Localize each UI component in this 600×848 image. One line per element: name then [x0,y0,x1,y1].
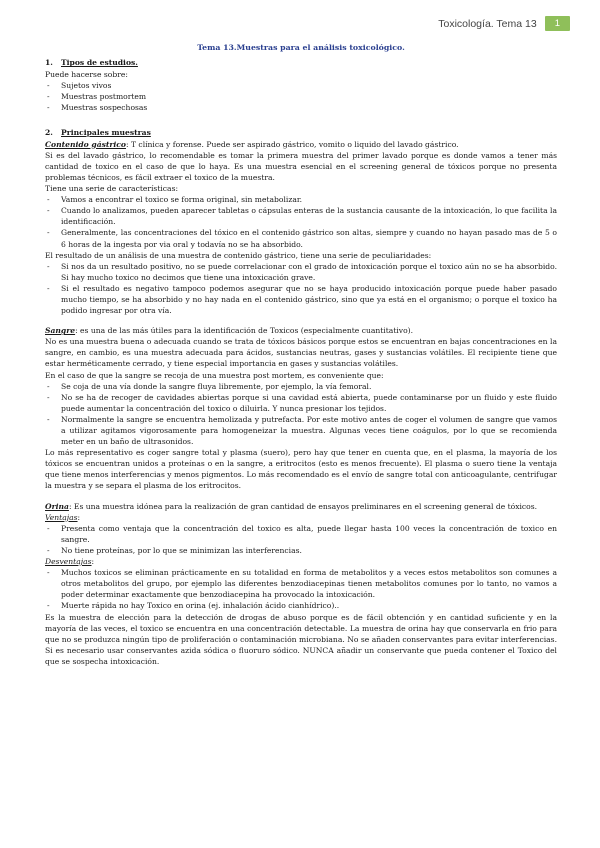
list-item: - Vamos a encontrar el toxico se forma original, sin metabolizar. [45,194,557,205]
list-item: - Presenta como ventaja que la concentración del toxico es alta, puede llegar hasta 100 veces la concentración de toxico en sangre. [45,523,557,545]
list-item: - Muestras sospechosas [45,102,557,113]
list-item: - Generalmente, las concentraciones del tóxico en el contenido gástrico son altas, siempre y cuando no hayan pasado mas de 5 o 6 horas de la ingesta por via oral y todavía no se ha absorbido. [45,227,557,249]
text-run: : es una de las más útiles para la identificación de Toxicos (especialmente cuantitativo). [75,326,414,336]
label-text: Desventajas [45,557,92,567]
page-number-badge: 1 [545,16,570,31]
section-title: Tipos de estudios. [61,58,138,68]
section-number: 1. [45,58,53,68]
list-item: - Muestras postmortem [45,91,557,102]
advantages-list [45,523,557,556]
list-item: - Sujetos vivos [45,80,557,91]
label-text: Ventajas [45,512,78,522]
list-item: - No se ha de recoger de cavidades abiertas porque si una cavidad está abierta, puede contaminarse por un fluido y este fluido puede aumentar la concentración del toxico o diluirla. Y nunca presionar los tejidos. [45,392,557,414]
document-body [45,42,557,667]
postmortem-list [45,381,557,448]
subsection-label: Contenido gástrico [45,139,126,149]
paragraph: Si es del lavado gástrico, lo recomendable es tomar la primera muestra del primer lavado porque es donde vamos a tener más cantidad de toxico en el caso de que lo haya. Es una muestra esencial en el screening general de tóxicos porque no presenta problemas técnicos, es fácil extraer el toxico de la muestra. [45,150,557,182]
list-item: - No tiene proteínas, por lo que se minimizan las interferencias. [45,545,557,556]
paragraph [45,139,557,150]
section-number: 2. [45,127,53,137]
list-item: - Muerte rápida no hay Toxico en orina (ej. inhalación ácido cianhídrico).. [45,600,557,611]
section-2-heading [45,127,557,138]
page-header [438,16,570,31]
list-item: - Cuando lo analizamos, pueden aparecer tabletas o cápsulas enteras de la sustancia causante de la intoxicación, lo que facilita la identificación. [45,205,557,227]
paragraph [45,325,557,336]
list-item: - Muchos toxicos se eliminan prácticamente en su totalidad en forma de metabolitos y a veces estos metabolitos son comunes a otros metabolitos del grupo, por ejemplo las diferentes benzodiacepinas tienen metabolitos comunes por lo tanto, no vamos a poder determinar exactamente que benzodiacepina ha provocado la intoxicación. [45,567,557,600]
text-run: : T clínica y forense. Puede ser aspirado gástrico, vomito o liquido del lavado gástrico. [125,139,459,149]
disadvantages-list [45,567,557,611]
study-type-list [45,80,557,113]
list-item: - Se coja de una vía donde la sangre fluya libremente, por ejemplo, la vía femoral. [45,381,557,392]
paragraph: Es la muestra de elección para la detección de drogas de abuso porque es de fácil obtención y en cantidad suficiente y en la mayoría de las veces, el toxico se encuentra en una concentración detectable. La muestra de orina hay que conservarla en frio para que no se produzca ningún tipo de proliferación o contaminación microbiana. No se añaden conservantes para evitar interferencias. Si es necesario usar conservantes azida sódica o fluoruro sódico. NUNCA añadir un conservante que pueda contener el Toxico del que se sospecha intoxicación. [45,612,557,666]
header-title: Toxicología. Tema 13 [438,17,537,30]
list-item: - Normalmente la sangre se encuentra hemolizada y putrefacta. Por este motivo antes de coger el volumen de sangre que vamos a utilizar agitamos vigorosamente para homogeneizar la muestra. Algunas veces tiene coágulos, por lo que se recomienda meter en un baño de ultrasonidos. [45,414,557,447]
peculiarities-list [45,261,557,316]
paragraph: El resultado de un análisis de una muestra de contenido gástrico, tiene una serie de peculiaridades: [45,250,432,260]
ventajas-label: Ventajas: [45,512,81,522]
subsection-label: Sangre [45,326,76,336]
paragraph: No es una muestra buena o adecuada cuando se trata de tóxicos básicos porque estos se encuentran en bajas concentraciones en la sangre, en cambio, es una muestra adecuada para ácidos, sustancias neutras, gases y sustancias volátiles. El recipiente tiene que estar herméticamente cerrado, y tiene especial importancia en gases y sustancias volátiles. [45,337,557,369]
paragraph: En el caso de que la sangre se recoja de una muestra post mortem, es conveniente que: [45,370,384,380]
list-item: - Si nos da un resultado positivo, no se puede correlacionar con el grado de intoxicación porque el toxico aún no se ha absorbido. Si hay mucho toxico no decimos que tiene una intoxicación grave. [45,261,557,283]
characteristics-list [45,194,557,249]
subsection-label: Orina [45,501,69,511]
desventajas-label: Desventajas: [45,557,95,567]
paragraph: Tiene una serie de características: [45,184,179,194]
text-run: : Es una muestra idónea para la realización de gran cantidad de ensayos preliminares en el screening general de tóxicos. [68,501,538,511]
paragraph [45,501,557,512]
section-title: Principales muestras [61,127,151,137]
section-1-heading [45,57,557,68]
document-title: Tema 13.Muestras para el análisis toxicológico. [197,43,405,52]
paragraph: Puede hacerse sobre: [45,70,128,80]
paragraph: Lo más representativo es coger sangre total y plasma (suero), pero hay que tener en cuenta que, en el plasma, la mayoría de los tóxicos se encuentran unidos a proteínas o en la sangre, a eritrocitos (esto es menos frecuente). El plasma o suero tiene la ventaja que tiene menos interferencias y menos pigmentos. Lo más recomendado es el envío de sangre total con anticoagulante, centrifugar la muestra y se separa el plasma de los eritrocitos. [45,448,557,491]
list-item: - Si el resultado es negativo tampoco podemos asegurar que no se haya producido intoxicación porque puede haber pasado mucho tiempo, se ha absorbido y no hay nada en el contenido gástrico, sino que ya está en el organismo; o porque el toxico ha podido ingresar por otra vía. [45,283,557,316]
